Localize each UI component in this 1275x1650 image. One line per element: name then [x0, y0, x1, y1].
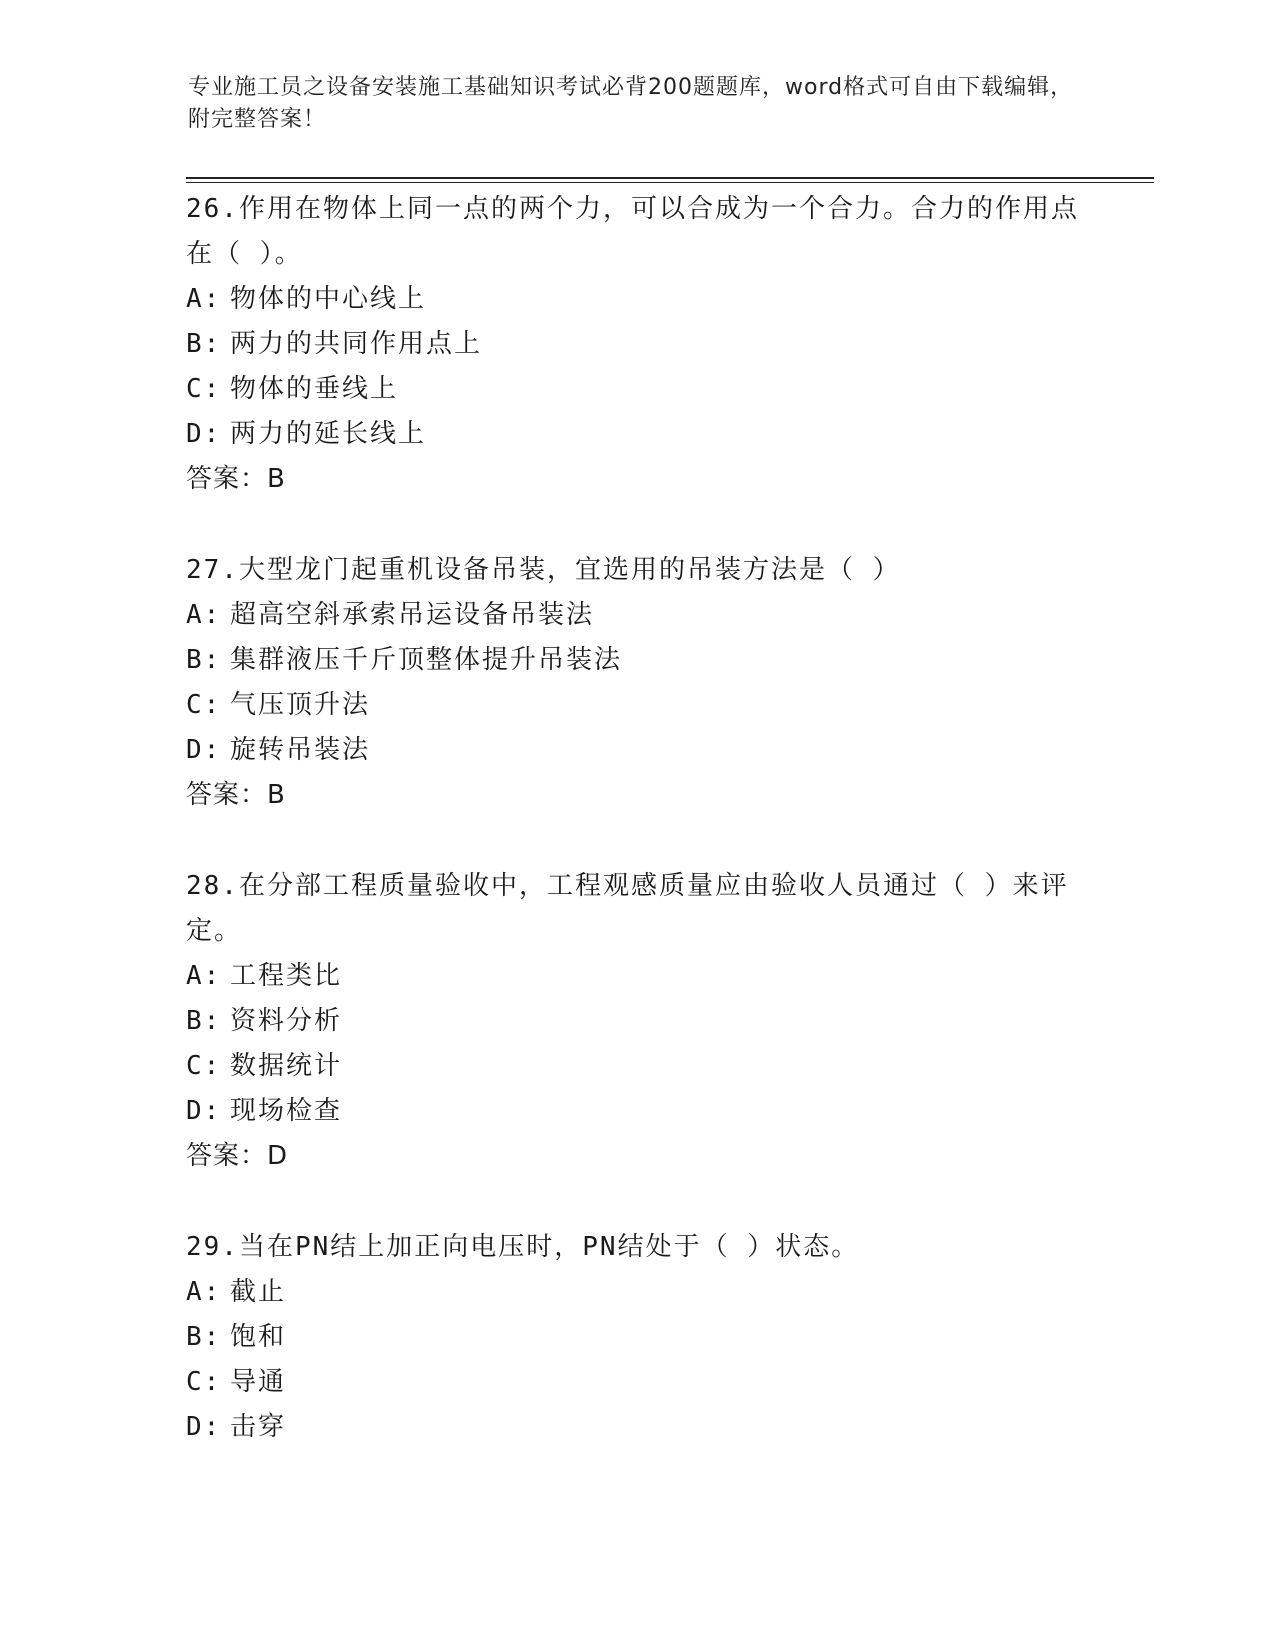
option-d [186, 1089, 1086, 1134]
option-text: 击穿 [230, 1412, 287, 1442]
option-text: 旋转吊装法 [230, 735, 371, 765]
option-a [186, 277, 1086, 322]
option-letter: A: [186, 600, 222, 630]
option-text: 资料分析 [230, 1006, 343, 1036]
option-letter: B: [186, 1006, 222, 1036]
option-letter: B: [186, 1322, 222, 1352]
option-letter: D: [186, 1412, 222, 1442]
question-stem: 27.大型龙门起重机设备吊装，宜选用的吊装方法是（ ） [186, 555, 901, 585]
question-stem: 29.当在PN结上加正向电压时，PN结处于（ ）状态。 [186, 1232, 860, 1262]
option-d [186, 728, 1086, 773]
option-text: 两力的延长线上 [230, 419, 427, 449]
question-29 [186, 1225, 1086, 1450]
option-c [186, 1044, 1086, 1089]
option-letter: B: [186, 645, 222, 675]
option-a [186, 1270, 1086, 1315]
option-c [186, 367, 1086, 412]
option-letter: C: [186, 374, 222, 404]
option-letter: B: [186, 329, 222, 359]
document-header: 专业施工员之设备安装施工基础知识考试必背200题题库，word格式可自由下载编辑，附完整答案！ [188, 75, 1074, 132]
question-list [186, 187, 1086, 1496]
answer-line: 答案：B [186, 780, 286, 810]
option-text: 现场检查 [230, 1096, 343, 1126]
option-text: 截止 [230, 1277, 287, 1307]
question-stem: 26.作用在物体上同一点的两个力，可以合成为一个合力。合力的作用点在（ ）。 [186, 194, 1079, 269]
option-letter: C: [186, 1051, 222, 1081]
option-letter: D: [186, 419, 222, 449]
option-c [186, 1360, 1086, 1405]
option-text: 两力的共同作用点上 [230, 329, 483, 359]
option-letter: C: [186, 690, 222, 720]
option-d [186, 1405, 1086, 1450]
option-letter: A: [186, 284, 222, 314]
option-text: 超高空斜承索吊运设备吊装法 [230, 600, 595, 630]
option-letter: A: [186, 1277, 222, 1307]
option-a [186, 954, 1086, 999]
option-b [186, 999, 1086, 1044]
question-28 [186, 864, 1086, 1179]
option-letter: D: [186, 735, 222, 765]
option-letter: A: [186, 961, 222, 991]
option-letter: C: [186, 1367, 222, 1397]
header-rule-thick [186, 177, 1154, 179]
option-a [186, 593, 1086, 638]
option-text: 数据统计 [230, 1051, 343, 1081]
option-b [186, 1315, 1086, 1360]
option-b [186, 322, 1086, 367]
question-27 [186, 548, 1086, 818]
answer-line: 答案：B [186, 464, 286, 494]
option-d [186, 412, 1086, 457]
header-rule-thin [186, 182, 1154, 183]
option-text: 工程类比 [230, 961, 343, 991]
option-c [186, 683, 1086, 728]
option-text: 物体的中心线上 [230, 284, 427, 314]
option-text: 物体的垂线上 [230, 374, 399, 404]
option-text: 导通 [230, 1367, 287, 1397]
option-text: 饱和 [230, 1322, 287, 1352]
answer-line: 答案：D [186, 1141, 289, 1171]
option-text: 集群液压千斤顶整体提升吊装法 [230, 645, 623, 675]
option-b [186, 638, 1086, 683]
option-letter: D: [186, 1096, 222, 1126]
question-26 [186, 187, 1086, 502]
question-stem: 28.在分部工程质量验收中，工程观感质量应由验收人员通过（ ）来评定。 [186, 871, 1069, 946]
option-text: 气压顶升法 [230, 690, 371, 720]
